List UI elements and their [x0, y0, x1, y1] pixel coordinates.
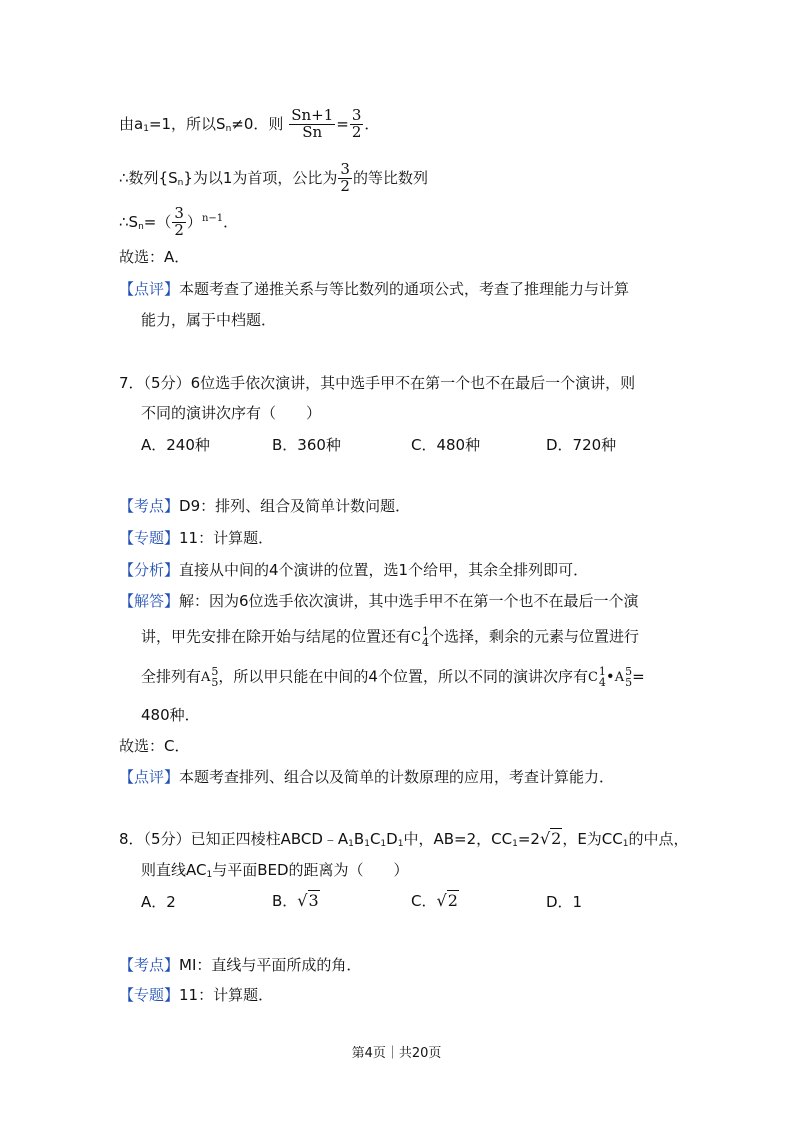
- zhuanti-text: 11：计算题．: [179, 986, 274, 1004]
- comb-letter: C: [411, 629, 421, 645]
- q7-jieda-line-4: 480种．: [141, 706, 200, 724]
- permutation-a55: [201, 666, 218, 688]
- fenxi-text: 直接从中间的4个演讲的位置，选1个给甲，其余全排列即可．: [179, 561, 589, 579]
- text: C: [369, 830, 381, 848]
- review-text: 本题考查排列、组合以及简单的计数原理的应用，考查计算能力．: [179, 768, 615, 786]
- fraction-numerator: 3: [340, 160, 350, 178]
- review-text: 本题考查了递推关系与等比数列的通项公式，考查了推理能力与计算: [179, 280, 630, 298]
- text: }为以1为首项，公比为: [183, 168, 338, 187]
- comb-sup: 5: [625, 665, 633, 678]
- kaodian-tag: 【考点】: [119, 956, 180, 974]
- text: B: [353, 830, 365, 848]
- text: ≠0．则: [231, 114, 284, 133]
- choose-line-c: 故选：C．: [119, 737, 190, 755]
- comb-sup: 1: [421, 625, 429, 638]
- option-label: B．: [272, 892, 298, 910]
- q7-jieda-line-2: [141, 626, 639, 648]
- comb-sup: 5: [211, 665, 219, 678]
- choose-line-a: 故选：A．: [119, 248, 190, 266]
- kaodian-text: MI：直线与平面所成的角．: [179, 956, 362, 974]
- fraction-denominator: 2: [340, 176, 350, 195]
- radicand: 3: [308, 891, 319, 910]
- q7-option-a: A．240种: [141, 436, 210, 454]
- page-number-footer: 第4页｜共20页: [351, 1046, 442, 1061]
- subscript: 1: [364, 839, 370, 849]
- sqrt-two: √2: [436, 891, 458, 910]
- q8-option-b: [272, 893, 320, 909]
- jieda-text: 讲，甲先安排在除开始与结尾的位置还有: [141, 627, 412, 646]
- subscript: 1: [622, 839, 629, 849]
- derivation-line-3: [119, 206, 238, 239]
- comb-letter: A: [201, 669, 211, 685]
- jieda-text: 个选择，剩余的元素与位置进行: [428, 627, 639, 646]
- derivation-line-1: [119, 108, 379, 141]
- subscript: 1: [397, 839, 404, 849]
- q8-option-a: A．2: [141, 893, 176, 911]
- equals: =: [632, 667, 645, 686]
- fraction-numerator: 3: [351, 106, 362, 124]
- subscript: 1: [206, 870, 213, 880]
- text: 8．（5分）已知正四棱柱ABCD﹣A: [119, 830, 349, 848]
- sqrt-two: √2: [539, 829, 562, 848]
- jieda-text: 解：因为6位选手依次演讲，其中选手甲不在第一个也不在最后一个演: [179, 592, 639, 610]
- text: =2: [517, 830, 540, 848]
- option-label: C．: [411, 892, 437, 910]
- text: ∴S: [119, 212, 139, 231]
- subscript: n: [177, 177, 184, 188]
- comb-sub: 5: [211, 676, 219, 689]
- combination-c41: [588, 666, 606, 688]
- fraction-three-halves: [172, 206, 186, 239]
- q7-option-b: B．360种: [272, 436, 341, 454]
- question-7-line-2: 不同的演讲次序有（ ）: [141, 404, 322, 422]
- text: 与平面BED的距离为（ ）: [212, 861, 409, 879]
- comb-sub: 4: [421, 636, 429, 649]
- text: =1，所以S: [148, 114, 226, 133]
- comb-letter: C: [587, 669, 598, 685]
- dot-operator: •: [605, 667, 615, 686]
- question-7-line-1: 7．（5分）6位选手依次演讲，其中选手甲不在第一个也不在最后一个演讲，则: [119, 374, 636, 392]
- fraction-three-halves: [338, 162, 352, 195]
- text: ．: [223, 212, 239, 231]
- q8-option-c: [411, 893, 459, 909]
- q8-kaodian: [119, 958, 361, 973]
- fraction-denominator: 2: [351, 122, 362, 141]
- text: 由a: [119, 114, 144, 133]
- text: =（: [143, 212, 172, 231]
- subscript: 1: [380, 839, 387, 849]
- q7-review: [119, 770, 614, 785]
- fraction-s-ratio: [289, 108, 335, 141]
- q7-option-c: C．480种: [411, 436, 481, 454]
- q7-option-d: D．720种: [546, 436, 617, 454]
- jieda-text: ，所以甲只能在中间的4个位置，所以不同的演讲次序有: [218, 667, 588, 686]
- kaodian-tag: 【考点】: [119, 497, 180, 515]
- permutation-a55: [615, 666, 632, 688]
- derivation-line-2: [119, 162, 428, 195]
- kaodian-text: D9：排列、组合及简单计数问题．: [179, 497, 411, 515]
- radicand: 2: [447, 891, 458, 910]
- text: ∴数列{S: [119, 168, 178, 187]
- text: =: [336, 114, 349, 133]
- subscript: 1: [143, 123, 149, 134]
- subscript: n: [225, 123, 232, 134]
- question-8-line-1: [119, 831, 689, 849]
- text: D: [386, 830, 398, 848]
- comb-sub: 4: [598, 676, 606, 689]
- zhuanti-text: 11：计算题．: [179, 529, 274, 547]
- review-tag: 【点评】: [119, 280, 180, 298]
- subscript: n: [138, 221, 144, 232]
- combination-c41: [411, 626, 429, 648]
- q8-zhuanti: [119, 988, 273, 1003]
- subscript: 1: [348, 839, 354, 849]
- q7-zhuanti: [119, 531, 273, 546]
- fraction-denominator: Sn: [302, 122, 323, 141]
- exponent: n−1: [201, 212, 224, 224]
- zhuanti-tag: 【专题】: [119, 986, 180, 1004]
- text: ，E为CC: [562, 830, 623, 848]
- text: 的中点，: [628, 830, 689, 848]
- jieda-tag: 【解答】: [119, 592, 180, 610]
- subscript: 1: [512, 839, 518, 849]
- q7-fenxi: [119, 563, 588, 578]
- q8-option-d: D．1: [546, 893, 583, 911]
- comb-letter: A: [614, 669, 625, 685]
- question-8-line-2: [141, 863, 409, 880]
- jieda-text: 全排列有: [141, 667, 202, 686]
- fraction-numerator: 3: [174, 204, 184, 222]
- comb-sub: 5: [625, 676, 633, 689]
- sqrt-three: √3: [297, 891, 319, 910]
- radicand: 2: [551, 829, 562, 848]
- fenxi-tag: 【分析】: [119, 561, 180, 579]
- review-line-1: [119, 282, 629, 297]
- text: 则直线AC: [141, 861, 207, 879]
- review-line-2: 能力，属于中档题．: [141, 311, 277, 329]
- comb-sup: 1: [598, 665, 606, 678]
- q7-jieda-line-1: [119, 594, 639, 609]
- fraction-three-halves: [350, 108, 364, 141]
- review-tag: 【点评】: [119, 768, 180, 786]
- text: 的等比数列: [352, 168, 428, 187]
- zhuanti-tag: 【专题】: [119, 529, 180, 547]
- q7-kaodian: [119, 499, 410, 514]
- fraction-denominator: 2: [174, 220, 184, 239]
- text: 中，AB=2，CC: [403, 830, 513, 848]
- text: ）: [186, 212, 202, 231]
- q7-jieda-line-3: [141, 666, 645, 688]
- fraction-numerator: Sn+1: [291, 106, 334, 124]
- text: ．: [364, 114, 380, 133]
